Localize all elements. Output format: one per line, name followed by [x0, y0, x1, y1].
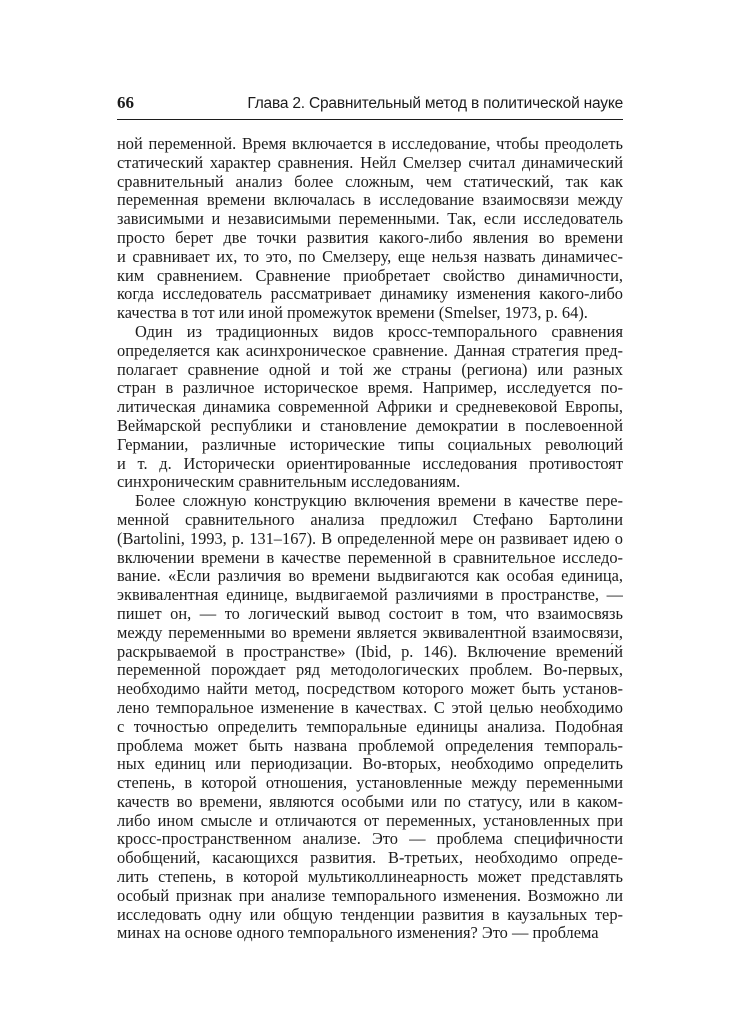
text-line: переменная времени включалась в исследование взаимосвязи между [117, 191, 623, 210]
text-line: особый признак при анализе темпорального изменения. Возможно ли [117, 886, 623, 905]
text-line: включении времени в качестве переменной в сравнительное исследо- [117, 548, 623, 567]
text-line: вание. «Если различия во времени выдвигаются как особая единица, [117, 567, 623, 586]
running-head [117, 93, 623, 117]
text-line: ных единиц или периодизации. Во-вторых, необходимо определить [117, 755, 623, 774]
text-line: переменной порождает ряд методологических проблем. Во-первых, [117, 661, 623, 680]
text-line: литическая динамика современной Африки и средневековой Европы, [117, 398, 623, 417]
text-line: Веймарской республики и становление демократии в послевоенной [117, 416, 623, 435]
text-line: зависимыми и независимыми переменными. Так, если исследователь [117, 210, 623, 229]
text-line: исследовать одну или общую тенденции развития в каузальных тер- [117, 905, 623, 924]
text-line: синхроническим сравнительным исследованиям. [117, 473, 461, 492]
text-line: и т. д. Исторически ориентированные исследования противостоят [117, 454, 623, 473]
text-line: стран в различное историческое время. Например, исследуется по- [117, 379, 623, 398]
text-line: необходимо найти метод, посредством которого может быть установ- [117, 680, 623, 699]
text-line: ким сравнением. Сравнение приобретает свойство динамичности, [117, 266, 623, 285]
text-line: степень, в которой отношения, установленные между переменными [117, 774, 623, 793]
text-line: Более сложную конструкцию включения времени в качестве пере- [135, 492, 623, 511]
text-line: менной сравнительного анализа предложил Стефано Бартолини [117, 510, 623, 529]
text-line: качеств во времени, являются особыми или по статусу, или в каком- [117, 792, 623, 811]
text-line: эквивалентная единице, выдвигаемой различиями в пространстве, — [117, 586, 623, 605]
text-line: сравнительный анализ более сложным, чем статический, так как [117, 172, 623, 191]
text-line: лить степень, в которой мультиколлинеарность может представлять [117, 868, 623, 887]
text-line: либо ином смысле и отличаются от переменных, установленных при [117, 811, 623, 830]
paragraph [117, 135, 623, 323]
header-rule [117, 119, 623, 120]
text-line: Германии, различные исторические типы социальных революций [117, 435, 623, 454]
text-line: качества в тот или иной промежуток времени (Smelser, 1973, p. 64). [117, 304, 588, 323]
paragraph [117, 323, 623, 492]
text-line: лено темпоральное изменение в качествах. С этой целью необходимо [117, 698, 623, 717]
text-line: кросс-пространственном анализе. Это — проблема специфичности [117, 830, 623, 849]
text-line: (Bartolini, 1993, p. 131–167). В определенной мере он развивает идею о [117, 529, 623, 548]
text-line: обобщений, касающихся развития. В-третьих, необходимо опреде- [117, 849, 623, 868]
text-line: с точностью определить темпоральные единицы анализа. Подобная [117, 717, 623, 736]
text-line: статический характер сравнения. Нейл Смелзер считал динамический [117, 153, 623, 172]
text-line: раскрываемой в пространстве» (Ibid, p. 146). Включение времени́й [117, 642, 623, 661]
text-line: минах на основе одного темпорального изменения? Это — проблема [117, 924, 599, 943]
page-number: 66 [117, 93, 134, 112]
text-line: полагает сравнение одной и той же страны (региона) или разных [117, 360, 623, 379]
text-line: между переменными во времени является эквивалентной взаимосвязи, [117, 623, 623, 642]
text-line: и сравнивает их, то это, по Смелзеру, еще нельзя назвать динамичес- [117, 247, 623, 266]
text-line: определяется как асинхроническое сравнение. Данная стратегия пред- [117, 341, 623, 360]
text-line: когда исследователь рассматривает динамику изменения какого-либо [117, 285, 623, 304]
text-line: проблема может быть названа проблемой определения темпораль- [117, 736, 623, 755]
text-line: Один из традиционных видов кросс-темпорального сравнения [135, 322, 623, 341]
text-line: ной переменной. Время включается в исследование, чтобы преодолеть [117, 135, 623, 153]
text-line: просто берет две точки развития какого-либо явления во времени [117, 228, 623, 247]
body-text [117, 135, 623, 943]
text-line: пишет он, — то логический вывод состоит в том, что взаимосвязь [117, 604, 623, 623]
chapter-title: Глава 2. Сравнительный метод в политической науке [247, 95, 623, 112]
paragraph [117, 492, 623, 943]
